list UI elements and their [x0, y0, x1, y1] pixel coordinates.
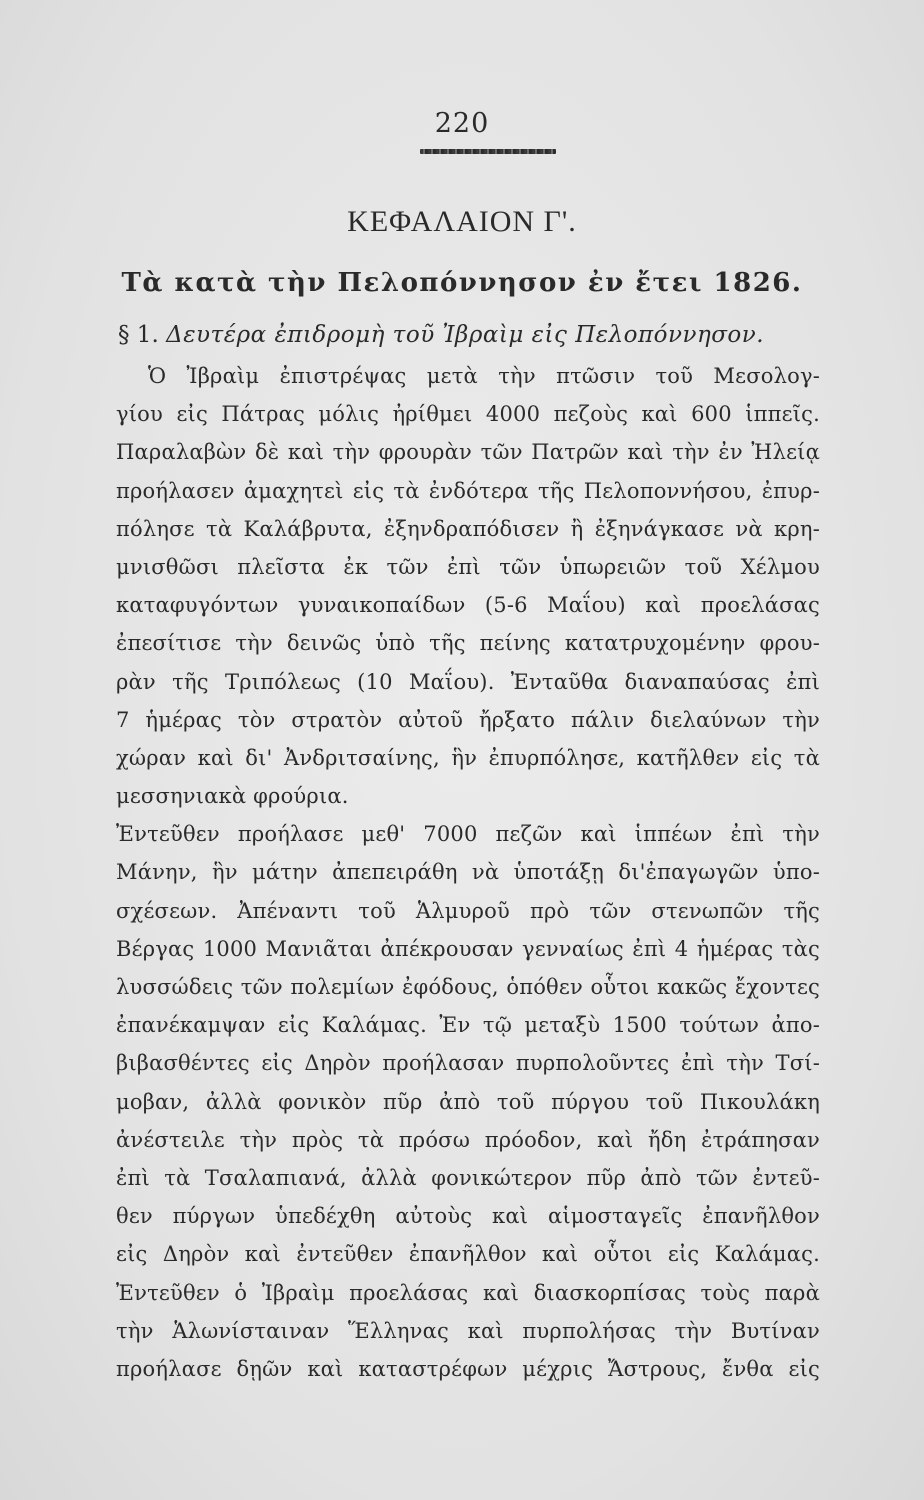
chapter-subtitle: Τὰ κατὰ τὴν Πελοπόννησον ἐν ἔτει 1826. [121, 268, 803, 298]
text-line: μνισθῶσι πλεῖστα ἐκ τῶν ἐπὶ τῶν ὑπωρειῶν τοῦ Χέλμου [116, 554, 820, 579]
text-line: Μάνην, ἣν μάτην ἀπεπειράθη νὰ ὑποτάξῃ δι'ἐπαγωγῶν ὑπο- [116, 860, 820, 885]
text-line: σχέσεων. Ἀπέναντι τοῦ Ἁλμυροῦ πρὸ τῶν στενωπῶν τῆς [116, 898, 820, 923]
section-number: § 1. [118, 322, 159, 348]
text-line: ἀνέστειλε τὴν πρὸς τὰ πρόσω πρόοδον, καὶ ἤδη ἐτράπησαν [116, 1127, 820, 1152]
text-line: τὴν Ἁλωνίσταιναν Ἕλληνας καὶ πυρπολήσας τὴν Βυτίναν [116, 1318, 820, 1343]
text-line: Βέργας 1000 Μανιᾶται ἀπέκρουσαν γενναίως ἐπὶ 4 ἡμέρας τὰς [116, 936, 820, 961]
text-line: Ἐντεῦθεν προήλασε μεθ' 7000 πεζῶν καὶ ἱππέων ἐπὶ τὴν [116, 822, 820, 847]
text-line: λυσσώδεις τῶν πολεμίων ἐφόδους, ὁπόθεν οὗτοι κακῶς ἔχοντες [116, 975, 820, 999]
text-line: Ὁ Ἰβραὶμ ἐπιστρέψας μετὰ τὴν πτῶσιν τοῦ Μεσολογ- [148, 364, 820, 388]
text-line: καταφυγόντων γυναικοπαίδων (5-6 Μαΐου) καὶ προελάσας [116, 593, 820, 618]
text-line: Ἐντεῦθεν ὁ Ἰβραὶμ προελάσας καὶ διασκορπίσας τοὺς παρὰ [116, 1280, 820, 1305]
text-line: γίου εἰς Πάτρας μόλις ἠρίθμει 4000 πεζοὺς καὶ 600 ἱππεῖς. [116, 402, 820, 427]
text-line: Παραλαβὼν δὲ καὶ τὴν φρουρὰν τῶν Πατρῶν καὶ τὴν ἐν Ἠλείᾳ [116, 440, 820, 465]
text-line: βιβασθέντες εἰς Δηρὸν προήλασαν πυρπολοῦντες ἐπὶ τὴν Τσί- [116, 1051, 820, 1076]
text-line: χώραν καὶ δι' Ἀνδριτσαίνης, ἣν ἐπυρπόλησε, κατῆλθεν εἰς τὰ [116, 745, 820, 770]
section-heading [118, 322, 764, 348]
text-line: ρὰν τῆς Τριπόλεως (10 Μαΐου). Ἐνταῦθα διαναπαύσας ἐπὶ [116, 669, 820, 694]
text-line: ἐπανέκαμψαν εἰς Καλάμας. Ἐν τῷ μεταξὺ 1500 τούτων ἀπο- [116, 1013, 820, 1038]
section-title: Δευτέρα ἐπιδρομὴ τοῦ Ἰβραὶμ εἰς Πελοπόννησον. [166, 322, 765, 348]
text-line: ἐπεσίτισε τὴν δεινῶς ὑπὸ τῆς πείνης κατατρυχομένην φρου- [116, 631, 820, 656]
text-line: ἐπὶ τὰ Τσαλαπιανά, ἀλλὰ φονικώτερον πῦρ ἀπὸ τῶν ἐντεῦ- [116, 1165, 820, 1190]
text-line: 7 ἡμέρας τὸν στρατὸν αὐτοῦ ἤρξατο πάλιν διελαύνων τὴν [116, 707, 820, 732]
body-text [116, 357, 820, 1388]
header-ornament-rule [420, 149, 556, 154]
chapter-title: ΚΕΦΑΛΑΙΟΝ Γ'. [347, 205, 577, 238]
text-line: μεσσηνιακὰ φρούρια. [116, 784, 349, 809]
text-line: προήλασεν ἀμαχητεὶ εἰς τὰ ἐνδότερα τῆς Πελοποννήσου, ἐπυρ- [116, 478, 820, 503]
page-number: 220 [434, 108, 490, 139]
text-line: πόλησε τὰ Καλάβρυτα, ἐξηνδραπόδισεν ἢ ἐξηνάγκασε νὰ κρη- [116, 516, 820, 541]
text-line: εἰς Δηρὸν καὶ ἐντεῦθεν ἐπανῆλθον καὶ οὗτοι εἰς Καλάμας. [116, 1242, 820, 1267]
text-line: μοβαν, ἀλλὰ φονικὸν πῦρ ἀπὸ τοῦ πύργου τοῦ Πικουλάκη [116, 1089, 820, 1114]
text-line: θεν πύργων ὑπεδέχθη αὐτοὺς καὶ αἱμοσταγεῖς ἐπανῆλθον [116, 1204, 820, 1229]
text-line: προήλασε δῃῶν καὶ καταστρέφων μέχρις Ἄστρους, ἔνθα εἰς [116, 1356, 820, 1381]
